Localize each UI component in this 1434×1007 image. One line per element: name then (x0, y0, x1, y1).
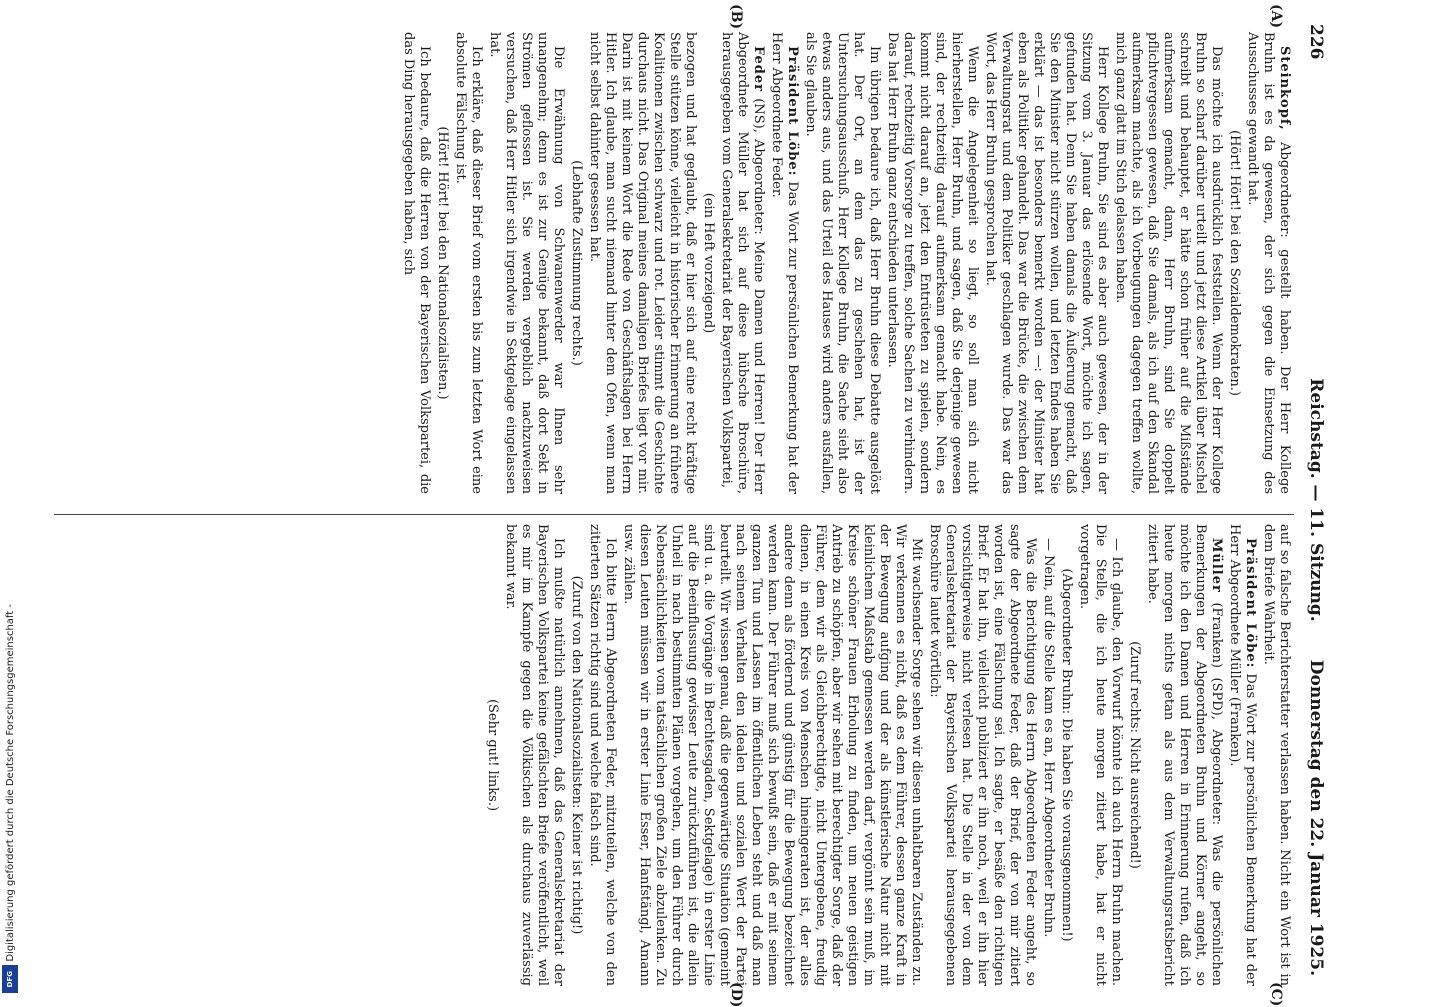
paragraph: Wenn die Angelegenheit so liegt, so soll man sich nicht hierherstellen, Herr Bruhn, und sagen, daß Sie derjenige gewesen sind, der rechtzeitig darauf aufmerksam gemacht habe. Nein, es kommt nicht darauf an, jetzt den Entrüsteten zu spielen, sondern darauf, rechtzeitig Vorsorge zu treffen, solche Sachen zu verhindern. Das hat Herr Bruhn ganz entschieden unterlassen. (885, 32, 980, 494)
speech-text: Meine Damen und Herren! Der Herr Abgeordnete Müller hat sich auf diese hübsche Broschüre, herausgegeben vom Generalsekretariat der Bayerischen Volkspartei, (719, 32, 766, 494)
dfg-logo-text: DFG (6, 970, 14, 988)
speaker-name: Präsident Löbe: (1243, 538, 1258, 669)
paragraph: Ich erkläre, daß dieser Brief vom ersten bis zum letzten Wort eine absolute Fälschung ist. (453, 32, 484, 494)
paragraph: Im übrigen bedaure ich, daß Herr Bruhn diese Debatte ausgelöst hat. Der Ort, an dem das zu geschehen hat, ist der Untersuchungsausschuß. Herr Kollege Bruhn, die Sache sieht also etwas anders aus, und das Urteil des Hauses wird anders ausfallen, als Sie glauben. (803, 32, 882, 494)
interjection: (Zuruf rechts: Nicht ausreichend!) (1127, 641, 1142, 869)
speaker-role: (NS), Abgeordneter: (751, 98, 766, 235)
margin-letter-b: (B) (728, 4, 744, 30)
speaker-name: Feder (751, 46, 766, 92)
paragraph: Ich bedaure, daß die Herren von der Bayerischen Volkspartei, die das Ding herausgegeben haben, sich (401, 32, 432, 494)
speaker-paragraph (768, 32, 800, 494)
right-column (482, 524, 1292, 986)
speech-text: Das Wort zur persönlichen Bemerkung hat der Herr Abgeordnete Feder. (769, 32, 800, 494)
dfg-logo (2, 965, 18, 993)
margin-letter-a: (A) (1268, 4, 1284, 29)
speech-text: Das Wort zur persönlichen Bemerkung hat der Herr Abgeordnete Müller (Franken). (1227, 524, 1258, 986)
margin-letter-d: (D) (728, 982, 744, 1007)
paragraph: bezogen und hat geglaubt, daß er hier sich auf eine recht kräftige Stelle stützen könne, vielleicht in historischer Erinnerung an frühere Koalitionen zwischen schwarz und rot. Leider stimmt die Geschichte durchaus nicht. Das Original meines damaligen Briefes liegt vor mir. Darin ist mit keinem Wort die Rede von Geschäftslagen bei Herrn Hitler. Ich glaube, man sucht niemand hinter dem Ofen, wenn man nicht selbst dahinter gesessen hat. (587, 32, 698, 494)
page-header (1300, 24, 1326, 976)
interjection: (Sehr gut! links.) (485, 698, 500, 812)
interjection: (Zuruf von den Nationalsozialisten: Keiner ist richtig!) (569, 575, 584, 935)
paragraph: Ich bitte Herrn Abgeordneten Feder, mitzuteilen, welche von den zitierten Sätzen richtig sind und welche falsch sind. (587, 524, 618, 986)
interjection: (Hört! Hört! bei den Sozialdemokraten.) (1227, 130, 1242, 396)
speaker-paragraph (1226, 524, 1258, 986)
speaker-name: Präsident Löbe: (785, 46, 800, 177)
paragraph: Herr Kollege Bruhn, Sie sind es aber auch gewesen, der in der Sitzung vom 3. Januar das erlösende Wort, möchte ich sagen, gefunden hat. Denn Sie haben damals die Äußerung gemacht, daß Sie den Minister nicht stürzen wollen, und letzten Endes haben Sie erklärt — das ist besonders bemerkt worden —: der Minister hat eben als Politiker gehandelt. Das war die Brücke, die zwischen dem Verwaltungsrat und dem Politiker geschlagen wurde. Das war das Wort, das Herr Bruhn gesprochen hat. (983, 32, 1110, 494)
interjection: (ein Heft vorzeigend) (701, 192, 716, 334)
interjection: (Hört! Hört! bei den Nationalsozialisten.) (435, 126, 450, 400)
speaker-paragraph (1144, 524, 1224, 986)
paragraph: Was die Berichtigung des Herrn Abgeordneten Feder angeht, so sagte der Abgeordnete Feder, daß der Brief, der von mir zitiert worden ist, eine Fälschung sei. Ich sagte, er besäße den richtigen Brief. Er hat ihn, vielleicht publiziert er ihn noch, weil er ihn hier vorsichtigerweise nicht verlesen hat. Die Stelle in der von dem Generalsekretariat der Bayerischen Volkspartei herausgegebenen Broschüre lautet wörtlich: (927, 524, 1038, 986)
speaker-paragraph (718, 32, 766, 494)
paragraph: Die Erwähnung von Schwanenwerder war Ihnen sehr unangenehm; denn es ist zur Genüge bekannt, daß dort Sekt in Strömen geflossen ist. Sie werden vergeblich nachzuweisen versuchen, daß Herr Hitler sich irgendwie in Sektgelage eingelassen hat. (487, 32, 566, 494)
digitization-credit (0, 604, 22, 1000)
speaker-role: Abgeordneter: (1277, 142, 1292, 238)
running-head: Reichstag. — 11. Sitzung. (1306, 378, 1326, 622)
speech-text: Was die persönlichen Bemerkungen der Abgeordneten Bruhn und Körner angeht, so möchte ich den Damen und Herren in Erinnerung rufen, daß ich heute morgen nichts getan als aus dem Verwaltungsratsbericht zitiert habe. (1145, 524, 1224, 986)
paragraph: — Ich glaube, den Vorwurf könnte ich auch Herrn Bruhn machen. Die Stelle, die ich heute morgen zitiert habe, hat er nicht vorgetragen. (1077, 524, 1124, 986)
paragraph: — Nein, auf die Stelle kam es an, Herr Abgeordneter Bruhn. (1041, 538, 1056, 938)
column-divider (54, 514, 1294, 515)
paragraph: Ich mußte natürlich annehmen, daß das Generalsekretariat der Bayerischen Volkspartei keine gefälschten Briefe veröffentlicht, weil es mir im Kampfe gegen die Völkischen als durchaus zuverlässig bekannt war. (503, 524, 566, 986)
interjection: (Abgeordneter Bruhn: Die haben Sie vorausgenommen!) (1059, 568, 1074, 942)
speaker-role: (Franken) (SPD), Abgeordneter: (1209, 602, 1224, 826)
paragraph: Mit wachsender Sorge sehen wir diesen unhaltbaren Zuständen zu. Wir verkennen es nicht, daß es dem Führer, dessen ganze Kraft in der Bewegung aufging und der als künstlerische Natur nicht mit kleinlichem Maßstab gemessen werden darf, vergönnt sein muß, im Kreise schöner Frauen Erholung zu finden, um neuen geistigen Antrieb zu schöpfen, aber wir sehen mit berechtigter Sorge, daß der Führer, dem wir als Gleichberechtigte, nicht Untergebene, freudig dienen, in einen Kreis von Menschen hineingeraten ist, der alles andere denn als fördernd und günstig für die Bewegung bezeichnet werden kann. Der Führer muß sich bewußt sein, daß er mit seinem ganzen Tun und Lassen im öffentlichen Leben steht und daß man nach seinem Verhalten den idealen und sozialen Wert der Partei beurteilt. Wir wissen genau, daß die gegenwärtige Situation (gemeint sind u. a. die Vorgänge in Berchtesgaden, Sektgelage) in erster Linie auf die Beeinflussung gewisser Leute zurückzuführen ist, die allein Unheil in nach bestimmten Plänen vorgehen, um den Führer durch Nebensächlichkeiten vom tatsächlichen großen Ziele abzulenken. Zu diesen Leuten müssen wir in erster Linie Esser, Hanfstängl, Amann usw. zählen. (621, 524, 924, 986)
margin-letter-c: (C) (1268, 982, 1284, 1007)
speaker-name: Müller (1209, 538, 1224, 593)
page-number: 226 (1306, 24, 1326, 60)
paragraph: Das möchte ich ausdrücklich feststellen. Wenn der Herr Kollege Bruhn so scharf darüber urteilt und jetzt diese Artikel über Mischel schreibt und behauptet, er hätte schon früher auf die Mißstände aufmerksam gemacht, dann, Herr Bruhn, sind Sie doppelt pflichtvergessen gewesen, daß Sie damals, als ich auf den Skandal aufmerksam machte, als ich Vorbeugungen dagegen treffen wollte, mich ganz glatt im Stich gelassen haben. (1113, 32, 1224, 494)
speaker-paragraph (1244, 32, 1292, 494)
speech-text: gestellt haben. Der Herr Kollege Bruhn ist es da gewesen, der sich gegen die Einsetzung des Ausschusses gewandt hat. (1245, 32, 1292, 494)
speaker-name: Steinkopf, (1277, 46, 1292, 131)
digitization-credit-text: Digitalisierung gefördert durch die Deutsche Forschungsgemeinschaft - (5, 604, 16, 962)
session-date: Donnerstag den 22. Januar 1925. (1306, 659, 1326, 976)
left-column (398, 32, 1292, 494)
interjection: (Lebhafte Zustimmung rechts.) (569, 160, 584, 366)
paragraph: auf so falsche Berichterstatter verlassen haben. Nicht ein Wort ist in dem Briefe Wahrheit. (1261, 524, 1292, 986)
